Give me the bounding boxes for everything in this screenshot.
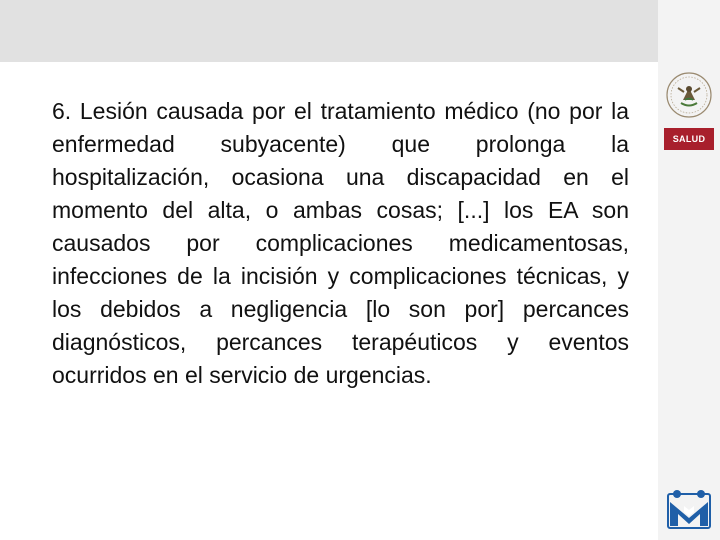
- salud-label: SALUD: [672, 134, 706, 144]
- slide-body-text: 6. Lesión causada por el tratamiento médico (no por la enfermedad subyacente) que prolonga la hospitalización, ocasiona una discapacidad en el momento del alta, o ambas cosas; [...] los EA son causados por complicaciones medicamentosas, infecciones de la incisión y complicaciones técnicas, y los debidos a negligencia [lo son por] percances diagnósticos, percances terapéuticos y eventos ocurridos en el servicio de urgencias.: [52, 98, 629, 388]
- mexican-coat-of-arms-icon: [664, 70, 714, 120]
- salud-badge: [664, 128, 714, 150]
- imss-logo-icon: [664, 488, 714, 530]
- header-band: [0, 0, 658, 62]
